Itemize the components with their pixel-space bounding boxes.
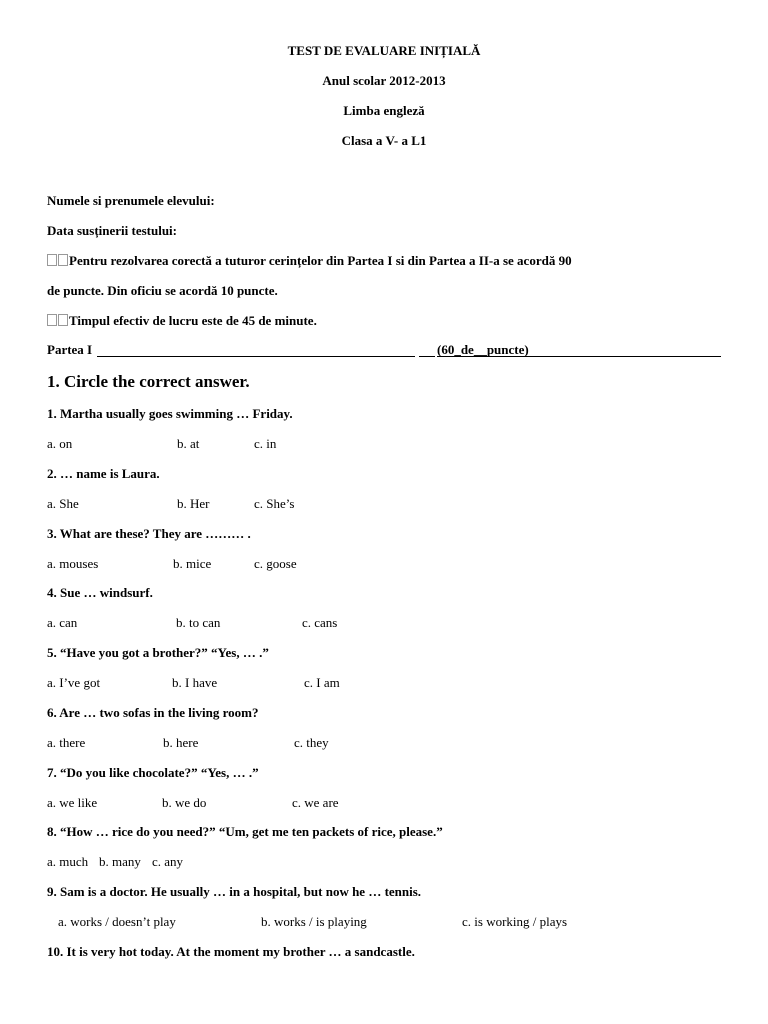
answer-option[interactable]: c. is working / plays xyxy=(462,914,568,929)
question: 1. Martha usually goes swimming … Friday. xyxy=(47,406,293,421)
student-name-label: Numele si prenumele elevului: xyxy=(47,193,215,208)
bullet-icon xyxy=(47,254,57,266)
answer-option[interactable]: a. we like xyxy=(47,795,98,810)
answer-option[interactable]: b. at xyxy=(177,436,200,451)
exercise-heading: 1. Circle the correct answer. xyxy=(47,372,250,391)
answer-option[interactable]: b. many xyxy=(99,854,141,869)
question: 5. “Have you got a brother?” “Yes, … .” xyxy=(47,645,269,660)
test-date-label: Data susținerii testului: xyxy=(47,223,177,238)
question: 6. Are … two sofas in the living room? xyxy=(47,705,259,720)
answer-option[interactable]: b. we do xyxy=(162,795,207,810)
instruction-line-1 xyxy=(47,253,572,269)
part-points-underline xyxy=(437,356,541,357)
answer-option[interactable]: c. goose xyxy=(254,556,297,571)
instruction-line-2: de puncte. Din oficiu se acordă 10 puncte. xyxy=(47,283,278,298)
answer-option[interactable]: b. Her xyxy=(177,496,210,511)
answer-option[interactable]: a. can xyxy=(47,615,78,630)
answer-option[interactable]: b. works / is playing xyxy=(261,914,367,929)
part-underline-mid xyxy=(419,356,435,357)
part-label: Partea I xyxy=(47,342,93,357)
answer-option[interactable]: c. in xyxy=(254,436,277,451)
instruction-line-3 xyxy=(47,313,317,329)
answer-option[interactable]: b. here xyxy=(163,735,199,750)
answer-option[interactable]: a. mouses xyxy=(47,556,99,571)
question: 3. What are these? They are ……… . xyxy=(47,526,251,541)
question: 2. … name is Laura. xyxy=(47,466,160,481)
answer-option[interactable]: c. I am xyxy=(304,675,340,690)
instruction-text-1: Pentru rezolvarea corectă a tuturor cerințelor din Partea I si din Partea a II-a se acordă 90 xyxy=(69,253,572,268)
instruction-text-3: Timpul efectiv de lucru este de 45 de minute. xyxy=(69,313,317,328)
answer-option[interactable]: c. they xyxy=(294,735,329,750)
question: 10. It is very hot today. At the moment my brother … a sandcastle. xyxy=(47,944,415,959)
answer-option[interactable]: a. She xyxy=(47,496,79,511)
answer-option[interactable]: a. on xyxy=(47,436,73,451)
answer-option[interactable]: c. She’s xyxy=(254,496,295,511)
bullet-icon xyxy=(58,314,68,326)
question: 4. Sue … windsurf. xyxy=(47,585,153,600)
bullet-icon xyxy=(47,314,57,326)
answer-option[interactable]: b. mice xyxy=(173,556,212,571)
answer-option[interactable]: c. cans xyxy=(302,615,338,630)
question: 8. “How … rice do you need?” “Um, get me ten packets of rice, please.” xyxy=(47,824,443,839)
answer-option[interactable]: b. to can xyxy=(176,615,221,630)
class-label: Clasa a V- a L1 xyxy=(341,133,427,148)
answer-option[interactable]: c. any xyxy=(152,854,184,869)
part-underline-left xyxy=(97,356,415,357)
question: 7. “Do you like chocolate?” “Yes, … .” xyxy=(47,765,259,780)
part-underline-right xyxy=(541,356,721,357)
answer-option[interactable]: a. much xyxy=(47,854,89,869)
answer-option[interactable]: a. I’ve got xyxy=(47,675,101,690)
bullet-icon xyxy=(58,254,68,266)
subject: Limba engleză xyxy=(343,103,425,118)
part-points: (60_de__puncte) xyxy=(437,342,529,357)
answer-option[interactable]: b. I have xyxy=(172,675,218,690)
school-year: Anul scolar 2012-2013 xyxy=(322,73,446,88)
answer-option[interactable]: a. there xyxy=(47,735,86,750)
answer-option[interactable]: a. works / doesn’t play xyxy=(58,914,176,929)
question: 9. Sam is a doctor. He usually … in a hospital, but now he … tennis. xyxy=(47,884,422,899)
answer-option[interactable]: c. we are xyxy=(292,795,339,810)
test-title: TEST DE EVALUARE INIȚIALĂ xyxy=(287,43,481,58)
